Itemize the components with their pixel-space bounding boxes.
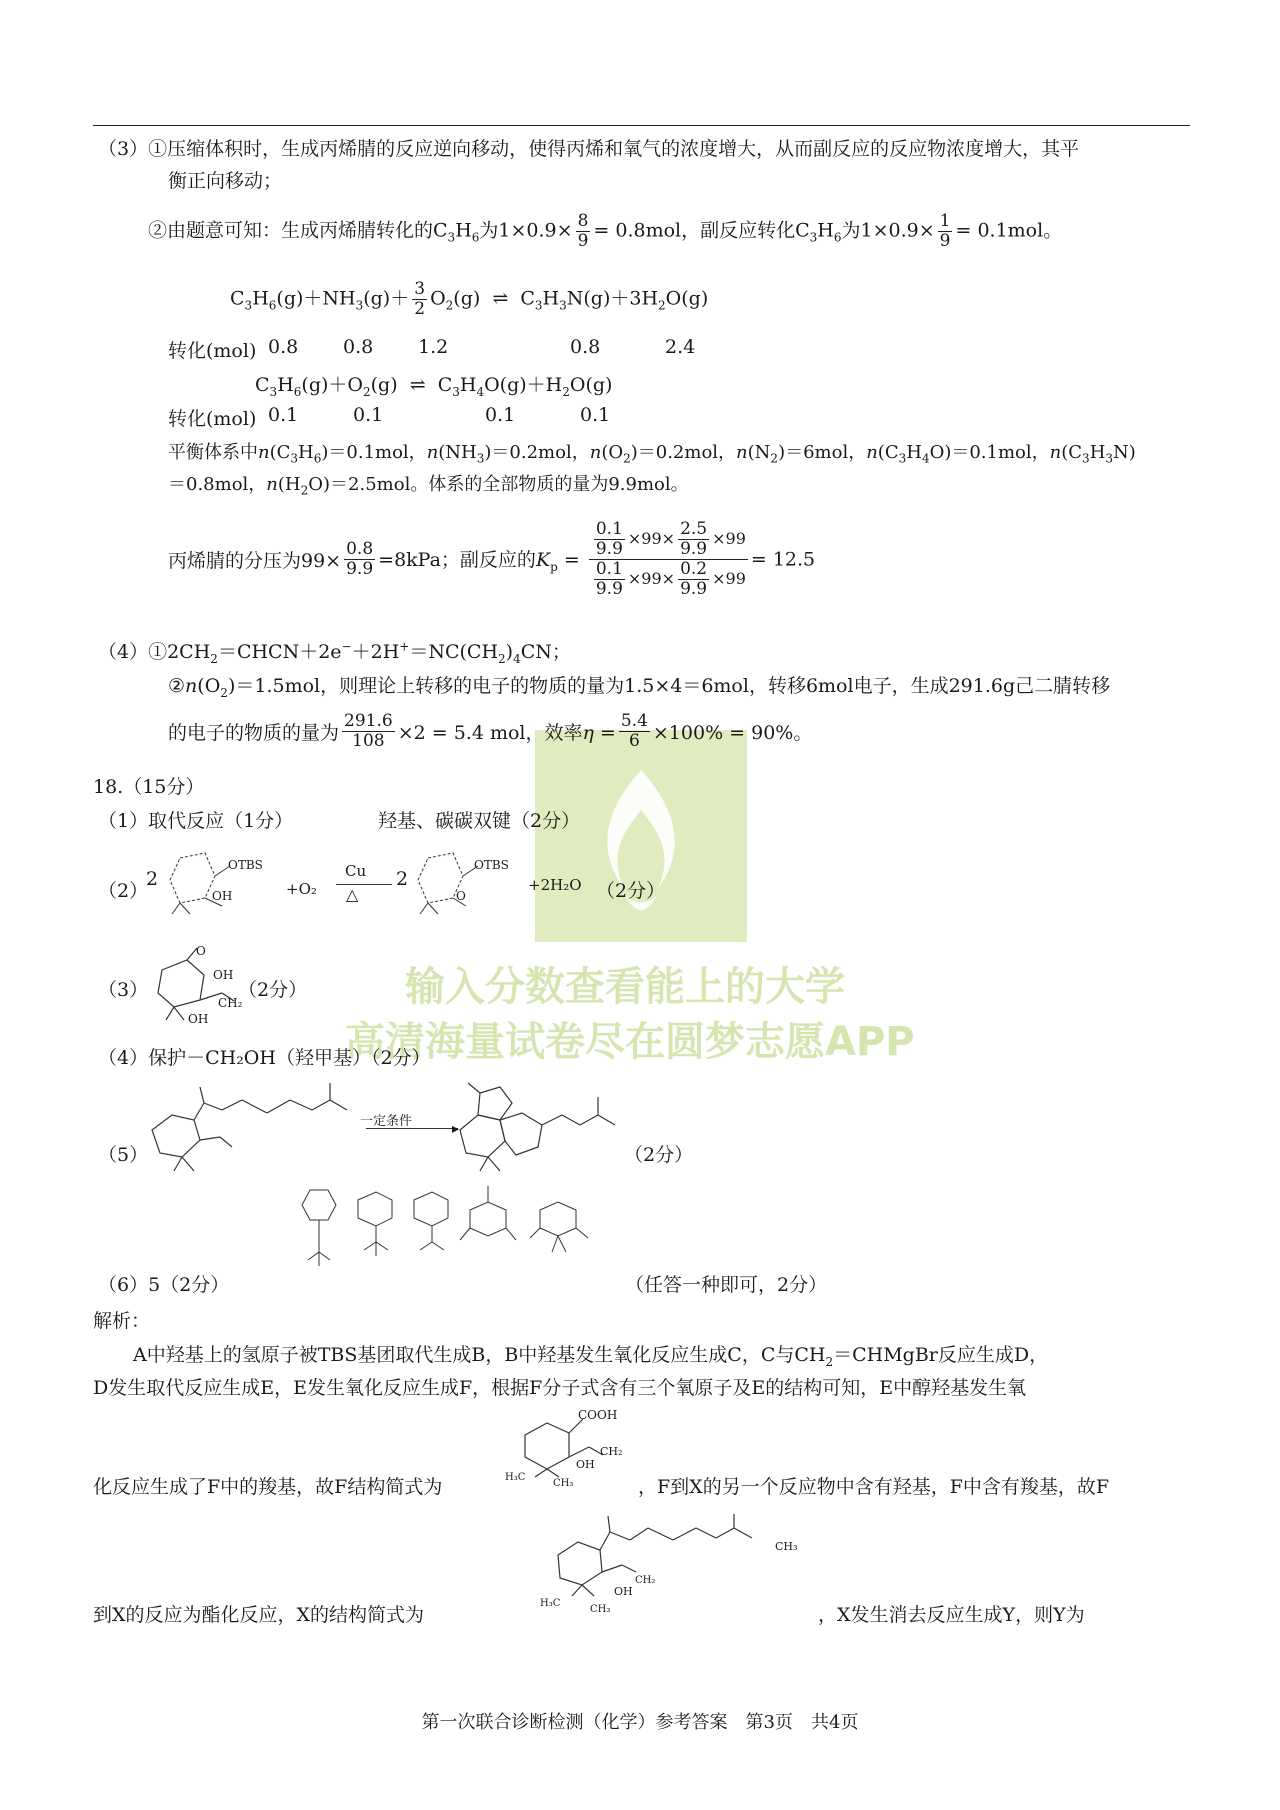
q18-a2-water: +2H₂O: [528, 876, 582, 894]
watermark-logo: [535, 730, 747, 942]
q18-a5-condition: 一定条件: [360, 1114, 413, 1129]
analysis-line2: D发生取代反应生成E，E发生氧化反应生成F，根据F分子式含有三个氧原子及E的结构可知，E中醇羟基发生氧: [93, 1377, 1027, 1399]
page-footer: 第一次联合诊断检测（化学）参考答案 第3页 共4页: [421, 1712, 859, 1733]
conv1-v3: 1.2: [418, 336, 449, 358]
otbs-label-a: OTBS: [228, 858, 263, 872]
q18-header: 18.（15分）: [93, 776, 205, 798]
conv2-label: 转化(mol): [168, 408, 257, 430]
analysis-line1: A中羟基上的氢原子被TBS基团取代生成B，B中羟基发生氧化反应生成C，C与$CH_2=CHMgBr$反应生成D，: [133, 1344, 1049, 1369]
ch2-label-xa: CH₂: [635, 1575, 656, 1586]
equation-side: $C_3H_6(g)+O_2(g)$ ⇌ $C_3H_4O(g)+H_2O(g)$: [255, 374, 613, 399]
analysis-title: 解析：: [93, 1310, 151, 1332]
q18-a6-label: （6）5（2分）: [98, 1274, 230, 1296]
analysis-line4a: 到X的反应为酯化反应，X的结构简式为: [93, 1604, 425, 1626]
ch2-label-f: CH₂: [218, 996, 243, 1010]
q17-3-para1-line2: 衡正向移动；: [168, 170, 283, 192]
q18-a2-condition: △: [346, 885, 359, 904]
top-rule: [93, 125, 1190, 126]
ch3-label-fa: CH₃: [553, 1478, 574, 1489]
o-label-b: O: [456, 889, 466, 903]
q18-a1b: 羟基、碳碳双键（2分）: [378, 810, 581, 832]
q17-4-line1: $(4)①2CH_2=CHCN+2e^-+2H^+=NC(CH_2)_4CN$；: [98, 639, 571, 666]
molecule-x-analysis: [548, 1510, 798, 1610]
balance-line1: 平衡体系中$n(C_3H_6)=0.1mol$，$n(NH_3)=0.2mol$，$n(O_2)=0.2mol$，$n(N_2)=6mol$，$n(C_3H_4O)=0.1mol$，$n(C_3H_3N)$: [168, 442, 1136, 466]
q18-a2-o2: +O₂: [286, 880, 317, 898]
molecule-x-reactant: [142, 1075, 362, 1175]
otbs-label-b: OTBS: [474, 858, 509, 872]
molecule-y-product: [450, 1075, 620, 1175]
partial-pressure: 丙烯腈的分压为99× $\frac{0.8}{9.9}$ =8kPa；副反应的$K_p$ = $\frac{0.1}{9.9}$ ×99× $\frac{2.5}{9.9}$ ×99 $\frac{0.1}{9.9}$ ×99× $\frac{0.2}{9.9}$ ×99 = 12.5: [168, 519, 816, 599]
conv2-v4: 0.1: [580, 404, 611, 426]
q18-a5-label: （5）: [98, 1144, 149, 1166]
q17-3-para1-line1: （3）①压缩体积时，生成丙烯腈的反应逆向移动，使得丙烯和氧气的浓度增大，从而副反应的反应物浓度增大，其平: [98, 138, 1080, 160]
analysis-line3a: 化反应生成了F中的羧基，故F结构简式为: [93, 1476, 443, 1498]
oh-label-xa: OH: [614, 1585, 633, 1598]
reaction-arrow-5: [366, 1128, 458, 1129]
q18-a4: （4）保护－CH₂OH（羟甲基）（2分）: [98, 1047, 431, 1069]
conv2-v3: 0.1: [485, 404, 516, 426]
q18-a2-catalyst: Cu: [345, 862, 367, 880]
reaction-arrow-2: [336, 884, 392, 885]
q18-a6-note: （任答一种即可，2分）: [625, 1274, 828, 1296]
h3c-label-xa: H₃C: [540, 1598, 561, 1609]
balance-line2: ＝0.8mol，$n(H_2O)=2.5mol$。体系的全部物质的量为9.9mol。: [168, 474, 689, 498]
conv1-label: 转化(mol): [168, 340, 257, 362]
conv2-v1: 0.1: [268, 404, 299, 426]
conv1-v2: 0.8: [343, 336, 374, 358]
conv1-v1: 0.8: [268, 336, 299, 358]
q18-a2-coef2: 2: [396, 868, 409, 890]
oh-label-f1: OH: [213, 968, 234, 982]
equation-main: $C_3H_6(g)+NH_3(g)+$ $\frac{3}{2}$ $O_2(g)$ ⇌ $C_3H_3N(g)+3H_2O(g)$: [230, 279, 709, 319]
oh-label-a: OH: [212, 889, 233, 903]
conv2-v2: 0.1: [353, 404, 384, 426]
q18-a3-label: （3）: [98, 979, 149, 1001]
oh-label-fa: OH: [576, 1458, 595, 1471]
q18-a2-coef1: 2: [146, 868, 159, 890]
o-label-f: O: [196, 944, 206, 958]
q18-a5-score: （2分）: [624, 1144, 694, 1166]
oh-label-f2: OH: [188, 1012, 209, 1026]
cooh-label-f: COOH: [578, 1408, 618, 1422]
isomer-structures: [290, 1180, 620, 1280]
q17-4-line2: $②n(O_2)=1.5mol$，则理论上转移的电子的物质的量为1.5×4＝6mol，转移6mol电子，生成291.6g己二腈转移: [168, 675, 1111, 700]
watermark-line1: 输入分数查看能上的大学: [405, 964, 845, 1010]
analysis-line3b: ，F到X的另一个反应物中含有羟基，F中含有羧基，故F: [638, 1476, 1110, 1498]
conv1-v4: 0.8: [570, 336, 601, 358]
ch2-label-fa: CH₂: [600, 1445, 623, 1458]
q18-a2-label: （2）: [98, 880, 149, 902]
q17-3-para2: ②由题意可知：生成丙烯腈转化的$C_3H_6$为1×0.9× $\frac{8}{9}$ = 0.8mol，副反应转化$C_3H_6$为1×0.9× $\frac{1}{9}$ = 0.1mol。: [148, 211, 1063, 251]
q17-4-line3: 的电子的物质的量为 $\frac{291.6}{108}$ ×2 = 5.4 mol，效率η = $\frac{5.4}{6}$ ×100% = 90%。: [168, 711, 813, 751]
q18-a2-score: （2分）: [596, 880, 666, 902]
q18-a3-score: （2分）: [238, 979, 308, 1001]
ch3-label-xb: CH₃: [775, 1540, 798, 1553]
reaction-arrowhead-5: ▸: [452, 1121, 460, 1137]
conv1-v5: 2.4: [665, 336, 696, 358]
watermark-line2: 高清海量试卷尽在圆梦志愿APP: [345, 1019, 915, 1065]
h3c-label-fa: H₃C: [505, 1472, 526, 1483]
ch3-label-xa: CH₃: [590, 1604, 611, 1615]
analysis-line4b: ，X发生消去反应生成Y，则Y为: [818, 1604, 1085, 1626]
q18-a1: （1）取代反应（1分）: [98, 810, 294, 832]
